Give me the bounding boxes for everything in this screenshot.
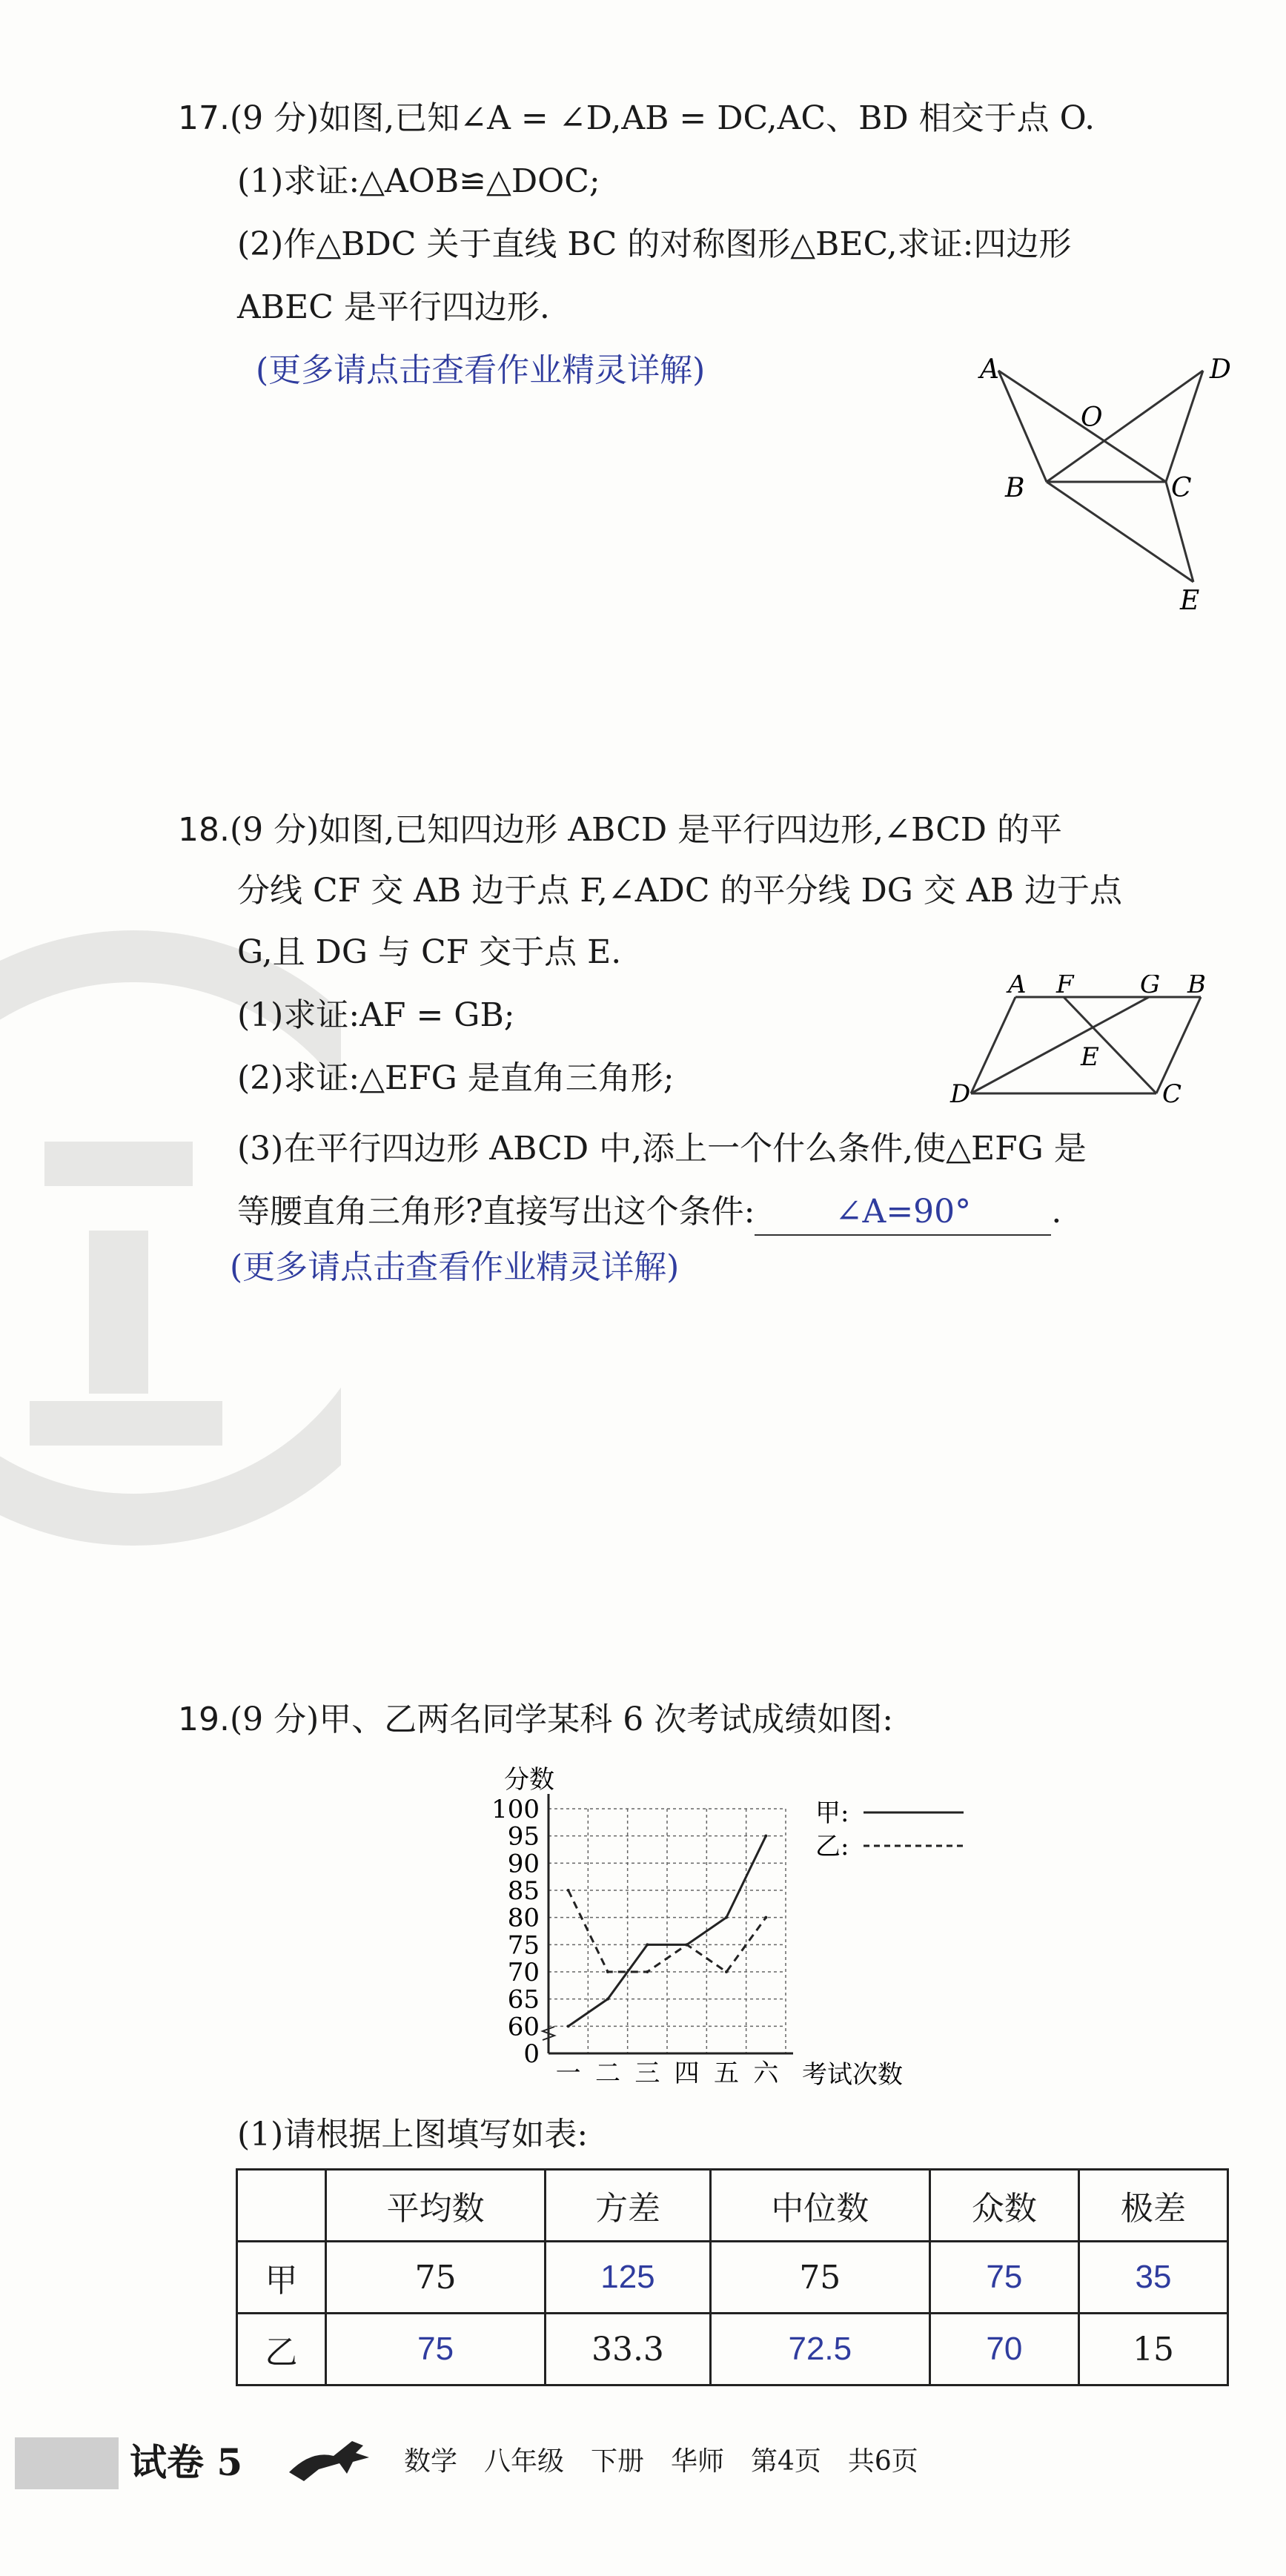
row-student-name: 甲: [237, 2242, 326, 2314]
y-tick-label: 85: [507, 1876, 540, 1906]
footer-band: [15, 2437, 119, 2489]
legend-label: 乙:: [815, 1832, 849, 1861]
q18-part3a: (3)在平行四边形 ABCD 中,添上一个什么条件,使△EFG 是: [237, 1130, 1087, 1168]
y-axis-label: 分数: [504, 1765, 554, 1795]
table-header: 极差: [1078, 2170, 1227, 2242]
table-answer-cell: 35: [1078, 2242, 1227, 2314]
axis-break: [543, 2027, 554, 2040]
q18-part2: (2)求证:△EFG 是直角三角形;: [237, 1059, 675, 1097]
table-header: 中位数: [710, 2170, 929, 2242]
table-answer-cell: 72.5: [710, 2314, 929, 2385]
row-student-name: 乙: [237, 2314, 326, 2385]
q17-label-o: O: [1081, 403, 1103, 433]
table-cell: 75: [326, 2242, 546, 2314]
y-tick-label: 75: [507, 1930, 540, 1961]
series-jia-point: [567, 2024, 570, 2027]
q17-more-link[interactable]: (更多请点击查看作业精灵详解): [256, 351, 706, 389]
table-answer-cell: 75: [929, 2242, 1078, 2314]
q19-part1: (1)请根据上图填写如表:: [237, 2116, 589, 2153]
q18-answer: ∠A=90°: [755, 1190, 1051, 1236]
series-yi-point: [606, 1970, 609, 1973]
q17-line1: [178, 96, 1095, 141]
score-line-chart: [460, 1749, 1023, 2105]
table-answer-cell: 125: [546, 2242, 711, 2314]
q17-stem: (9 分)如图,已知∠A = ∠D,AB = DC,AC、BD 相交于点 O.: [229, 99, 1096, 137]
q19-number: 19.: [178, 1701, 230, 1738]
y-tick-label: 65: [507, 1984, 540, 2015]
table-header: 平均数: [326, 2170, 546, 2242]
y-tick-label: 80: [507, 1903, 540, 1933]
table-answer-cell: 70: [929, 2314, 1078, 2385]
q17-label-d: D: [1210, 354, 1231, 385]
table-row: [237, 2242, 1228, 2314]
horse-icon: [282, 2428, 385, 2487]
footer-info: 数学 八年级 下册 华师 第4页 共6页: [404, 2446, 918, 2477]
x-axis-label: 考试次数: [802, 2060, 903, 2090]
series-yi-point: [764, 1916, 767, 1919]
series-yi-point: [567, 1889, 570, 1892]
series-jia-point: [764, 1835, 767, 1838]
y-tick-label: 70: [507, 1958, 540, 1987]
q18-label-e: E: [1081, 1042, 1099, 1072]
x-tick-label: 一: [555, 2059, 581, 2088]
y-tick-label: 60: [507, 2012, 540, 2042]
y-tick-label: 95: [507, 1821, 540, 1852]
q17-label-a: A: [980, 354, 999, 385]
table-header: 众数: [929, 2170, 1078, 2242]
x-tick-label: 三: [634, 2059, 660, 2088]
q18-label-b: B: [1187, 975, 1206, 999]
y-tick-label: 0: [523, 2039, 540, 2069]
q18-part3b: [237, 1190, 1061, 1236]
q17-figure: [964, 348, 1245, 615]
series-jia-point: [725, 1916, 728, 1919]
q19-stem: (9 分)甲、乙两名同学某科 6 次考试成绩如图:: [229, 1701, 894, 1738]
x-tick-label: 六: [753, 2059, 779, 2088]
q18-more-link[interactable]: (更多请点击查看作业精灵详解): [230, 1248, 680, 1286]
series-yi-point: [646, 1970, 649, 1973]
q18-figure: [949, 975, 1216, 1108]
q17-part2a: (2)作△BDC 关于直线 BC 的对称图形△BEC,求证:四边形: [237, 225, 1072, 263]
series-yi-point: [725, 1970, 728, 1973]
q17-label-e: E: [1180, 586, 1200, 615]
q18-label-f: F: [1056, 975, 1074, 999]
paper-number: 试卷 5: [130, 2440, 243, 2484]
table-cell: 75: [710, 2242, 929, 2314]
table-corner: [237, 2170, 326, 2242]
q18-stem1: (9 分)如图,已知四边形 ABCD 是平行四边形,∠BCD 的平: [229, 811, 1063, 849]
y-tick-label: 100: [491, 1795, 540, 1824]
x-tick-label: 五: [714, 2059, 739, 2088]
legend-label: 甲:: [815, 1798, 849, 1828]
q18-line1: [178, 808, 1062, 852]
q18-label-a: A: [1008, 975, 1027, 999]
q18-number: 18.: [178, 811, 230, 849]
q18-label-d: D: [950, 1079, 971, 1108]
q18-period: .: [1051, 1193, 1062, 1231]
q17-number: 17.: [178, 99, 230, 137]
table-cell: 33.3: [546, 2314, 711, 2385]
x-tick-label: 四: [674, 2059, 700, 2088]
q18-part1: (1)求证:AF = GB;: [237, 996, 515, 1034]
q18-line3: G,且 DG 与 CF 交于点 E.: [237, 933, 622, 971]
q18-part3b-text: 等腰直角三角形?直接写出这个条件:: [237, 1193, 755, 1231]
q17-label-b: B: [1005, 473, 1025, 503]
y-tick-label: 90: [507, 1849, 540, 1879]
q17-part2b: ABEC 是平行四边形.: [237, 288, 550, 326]
table-cell: 15: [1078, 2314, 1227, 2385]
score-table: [236, 2168, 1229, 2386]
series-jia-point: [606, 1998, 609, 2001]
table-row: [237, 2314, 1228, 2385]
q18-line2: 分线 CF 交 AB 边于点 F,∠ADC 的平分线 DG 交 AB 边于点: [237, 872, 1122, 910]
q18-label-g: G: [1140, 975, 1161, 999]
table-answer-cell: 75: [326, 2314, 546, 2385]
series-jia-point: [646, 1943, 649, 1946]
table-header: 方差: [546, 2170, 711, 2242]
x-tick-label: 二: [595, 2059, 620, 2088]
q17-part1: (1)求证:△AOB≌△DOC;: [237, 162, 600, 200]
q19-line1: [178, 1698, 893, 1742]
q18-label-c: C: [1162, 1079, 1182, 1108]
series-yi-point: [686, 1943, 689, 1946]
q17-label-c: C: [1171, 473, 1192, 503]
